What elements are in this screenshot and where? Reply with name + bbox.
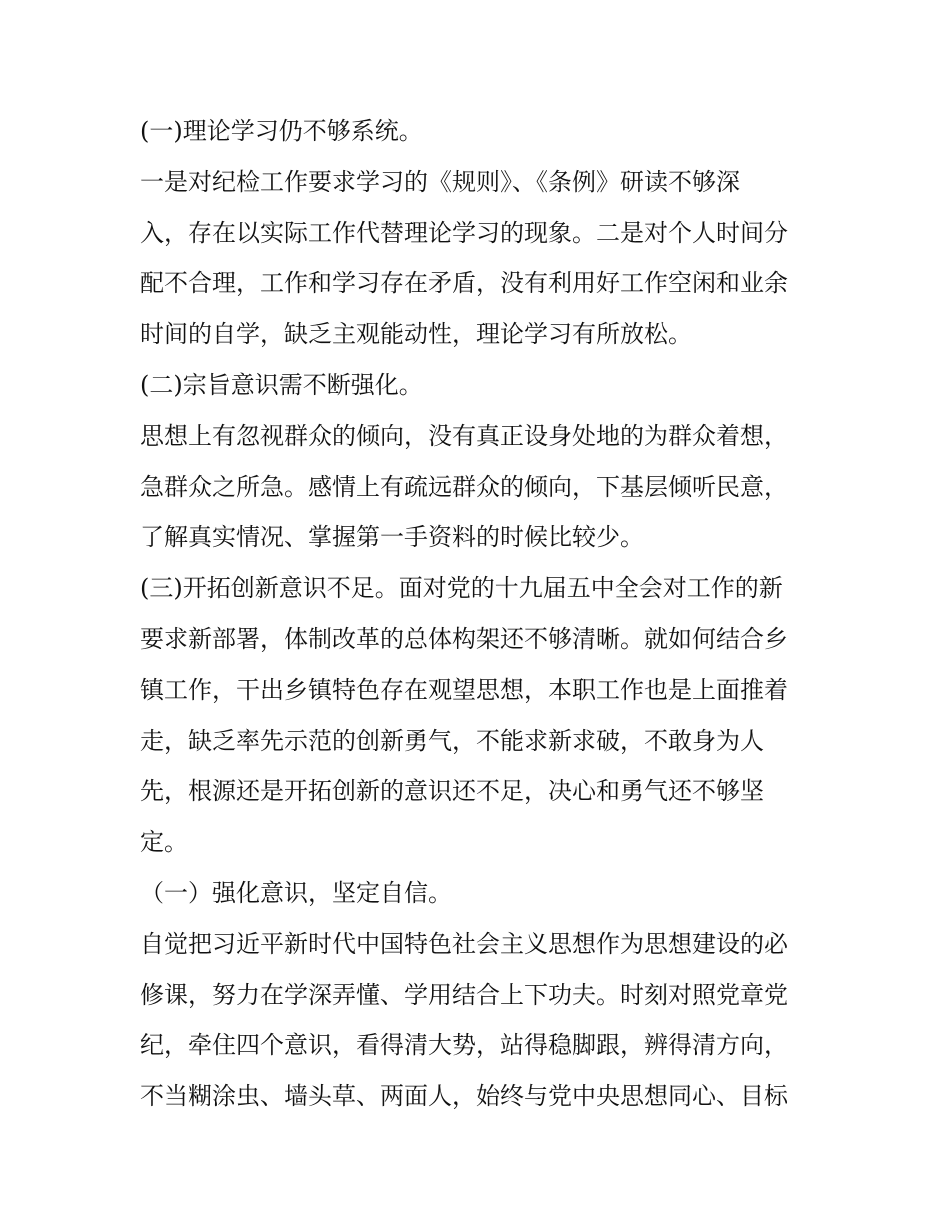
document-body — [140, 106, 830, 1122]
paragraph-line: 了解真实情况、掌握第一手资料的时候比较少。 — [140, 523, 644, 552]
paragraph-line: 定。 — [140, 828, 188, 857]
paragraph-line: 纪，牵住四个意识，看得清大势，站得稳脚跟，辨得清方向， — [140, 1031, 788, 1060]
section-heading-3: (三)开拓创新意识不足。面对党的十九届五中全会对工作的新 — [140, 574, 783, 603]
paragraph-line: 不当糊涂虫、墙头草、两面人，始终与党中央思想同心、目标 — [140, 1082, 788, 1111]
paragraph-line: 配不合理，工作和学习存在矛盾，没有利用好工作空闲和业余 — [140, 269, 788, 298]
paragraph-line: 修课，努力在学深弄懂、学用结合上下功夫。时刻对照党章党 — [140, 980, 788, 1009]
section-heading-2: (二)宗旨意识需不断强化。 — [140, 370, 423, 399]
section-heading-1: (一)理论学习仍不够系统。 — [140, 117, 423, 145]
paragraph-line: 急群众之所急。感情上有疏远群众的倾向，下基层倾听民意， — [140, 472, 788, 501]
paragraph-line: 一是对纪检工作要求学习的《规则》、《条例》研读不够深 — [140, 167, 740, 196]
paragraph-line: 时间的自学，缺乏主观能动性，理论学习有所放松。 — [140, 320, 692, 349]
paragraph-line: 要求新部署，体制改革的总体构架还不够清晰。就如何结合乡 — [140, 624, 788, 653]
paragraph-line: 自觉把习近平新时代中国特色社会主义思想作为思想建设的必 — [140, 929, 788, 958]
section-heading-4: （一）强化意识，坚定自信。 — [140, 878, 452, 907]
paragraph-line: 入，存在以实际工作代替理论学习的现象。二是对个人时间分 — [140, 218, 788, 247]
paragraph-line: 思想上有忽视群众的倾向，没有真正设身处地的为群众着想， — [140, 421, 788, 450]
paragraph-line: 先，根源还是开拓创新的意识还不足，决心和勇气还不够坚 — [140, 777, 764, 806]
paragraph-line: 镇工作，干出乡镇特色存在观望思想，本职工作也是上面推着 — [140, 675, 788, 704]
paragraph-line: 走，缺乏率先示范的创新勇气，不能求新求破，不敢身为人 — [140, 726, 764, 755]
